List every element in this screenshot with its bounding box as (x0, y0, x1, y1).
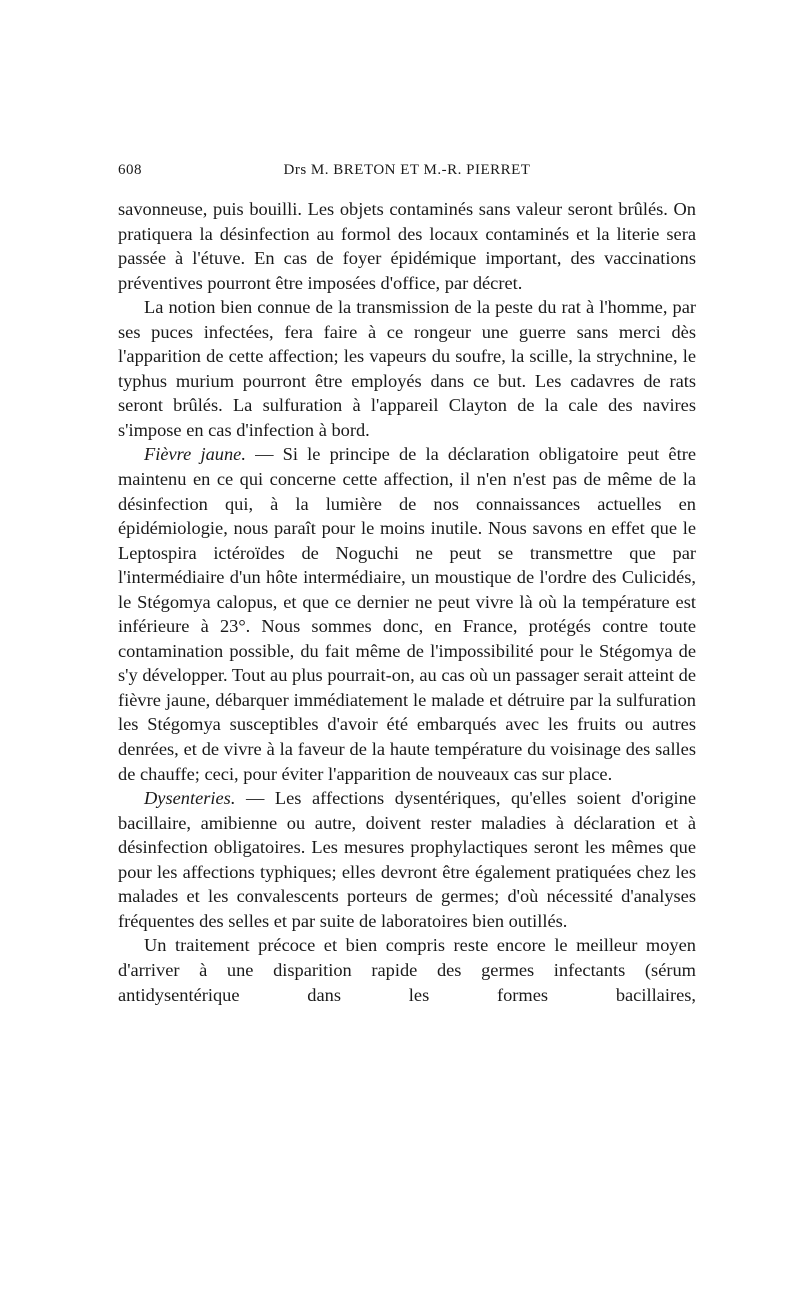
section-lead-dysenteries: Dysenteries. (144, 788, 236, 809)
page-number: 608 (118, 162, 142, 178)
paragraph (118, 295, 696, 442)
paragraph (118, 197, 696, 295)
running-head (118, 162, 696, 184)
body-text (118, 197, 696, 1007)
paragraph-text: — Si le principe de la déclaration obligatoire peut être maintenu en ce qui concerne cette affection, il n'en n'est pas de même de la désinfection qui, à la lumière de nos connaissances actuelles en épidémiologie, nous paraît pour le moins inutile. Nous savons en effet que le Leptospira ictéroïdes de Noguchi ne peut se transmettre que par l'intermédiaire d'un hôte intermédiaire, un moustique de l'ordre des Culicidés, le Stégomya calopus, et que ce dernier ne peut vivre là où la température est inférieure à 23°. Nous sommes donc, en France, protégés contre toute contamination possible, du fait même de l'impossibilité pour le Stégomya de s'y développer. Tout au plus pourrait-on, au cas où un passager serait atteint de fièvre jaune, débarquer immédiatement le malade et détruire par la sulfuration les Stégomya susceptibles d'avoir été embarqués avec les fruits ou autres denrées, et de vivre à la faveur de la haute température du voisinage des salles de chauffe; ceci, pour éviter l'apparition de nouveaux cas sur place. (118, 444, 696, 784)
paragraph-text: La notion bien connue de la transmission de la peste du rat à l'homme, par ses puces infectées, fera faire à ce rongeur une guerre sans merci dès l'apparition de cette affection; les vapeurs du soufre, la scille, la strychnine, le typhus murium pourront être employés dans ce but. Les cadavres de rats seront brûlés. La sulfuration à l'appareil Clayton de la cale des navires s'impose en cas d'infection à bord. (118, 297, 696, 440)
paragraph (118, 786, 696, 933)
paragraph (118, 933, 696, 1007)
paragraph-text: savonneuse, puis bouilli. Les objets contaminés sans valeur seront brûlés. On pratiquera la désinfection au formol des locaux contaminés et la literie sera passée à l'étuve. En cas de foyer épidémique important, des vaccinations préventives pourront être imposées d'office, par décret. (118, 199, 696, 293)
running-title: Drs M. BRETON ET M.-R. PIERRET (283, 162, 531, 178)
paragraph (118, 442, 696, 786)
paragraph-text: Un traitement précoce et bien compris reste encore le meilleur moyen d'arriver à une disparition rapide des germes infectants (sérum antidysentérique dans les formes bacillaires, (118, 935, 696, 1005)
section-lead-fievre-jaune: Fièvre jaune. (144, 444, 246, 465)
paragraph-text: — Les affections dysentériques, qu'elles soient d'origine bacillaire, amibienne ou autre, doivent rester maladies à déclaration et à désinfection obligatoires. Les mesures prophylactiques seront les mêmes que pour les affections typhiques; elles devront être également pratiquées chez les malades et les convalescents porteurs de germes; d'où nécessité d'analyses fréquentes des selles et par suite de laboratoires bien outillés. (118, 788, 696, 931)
